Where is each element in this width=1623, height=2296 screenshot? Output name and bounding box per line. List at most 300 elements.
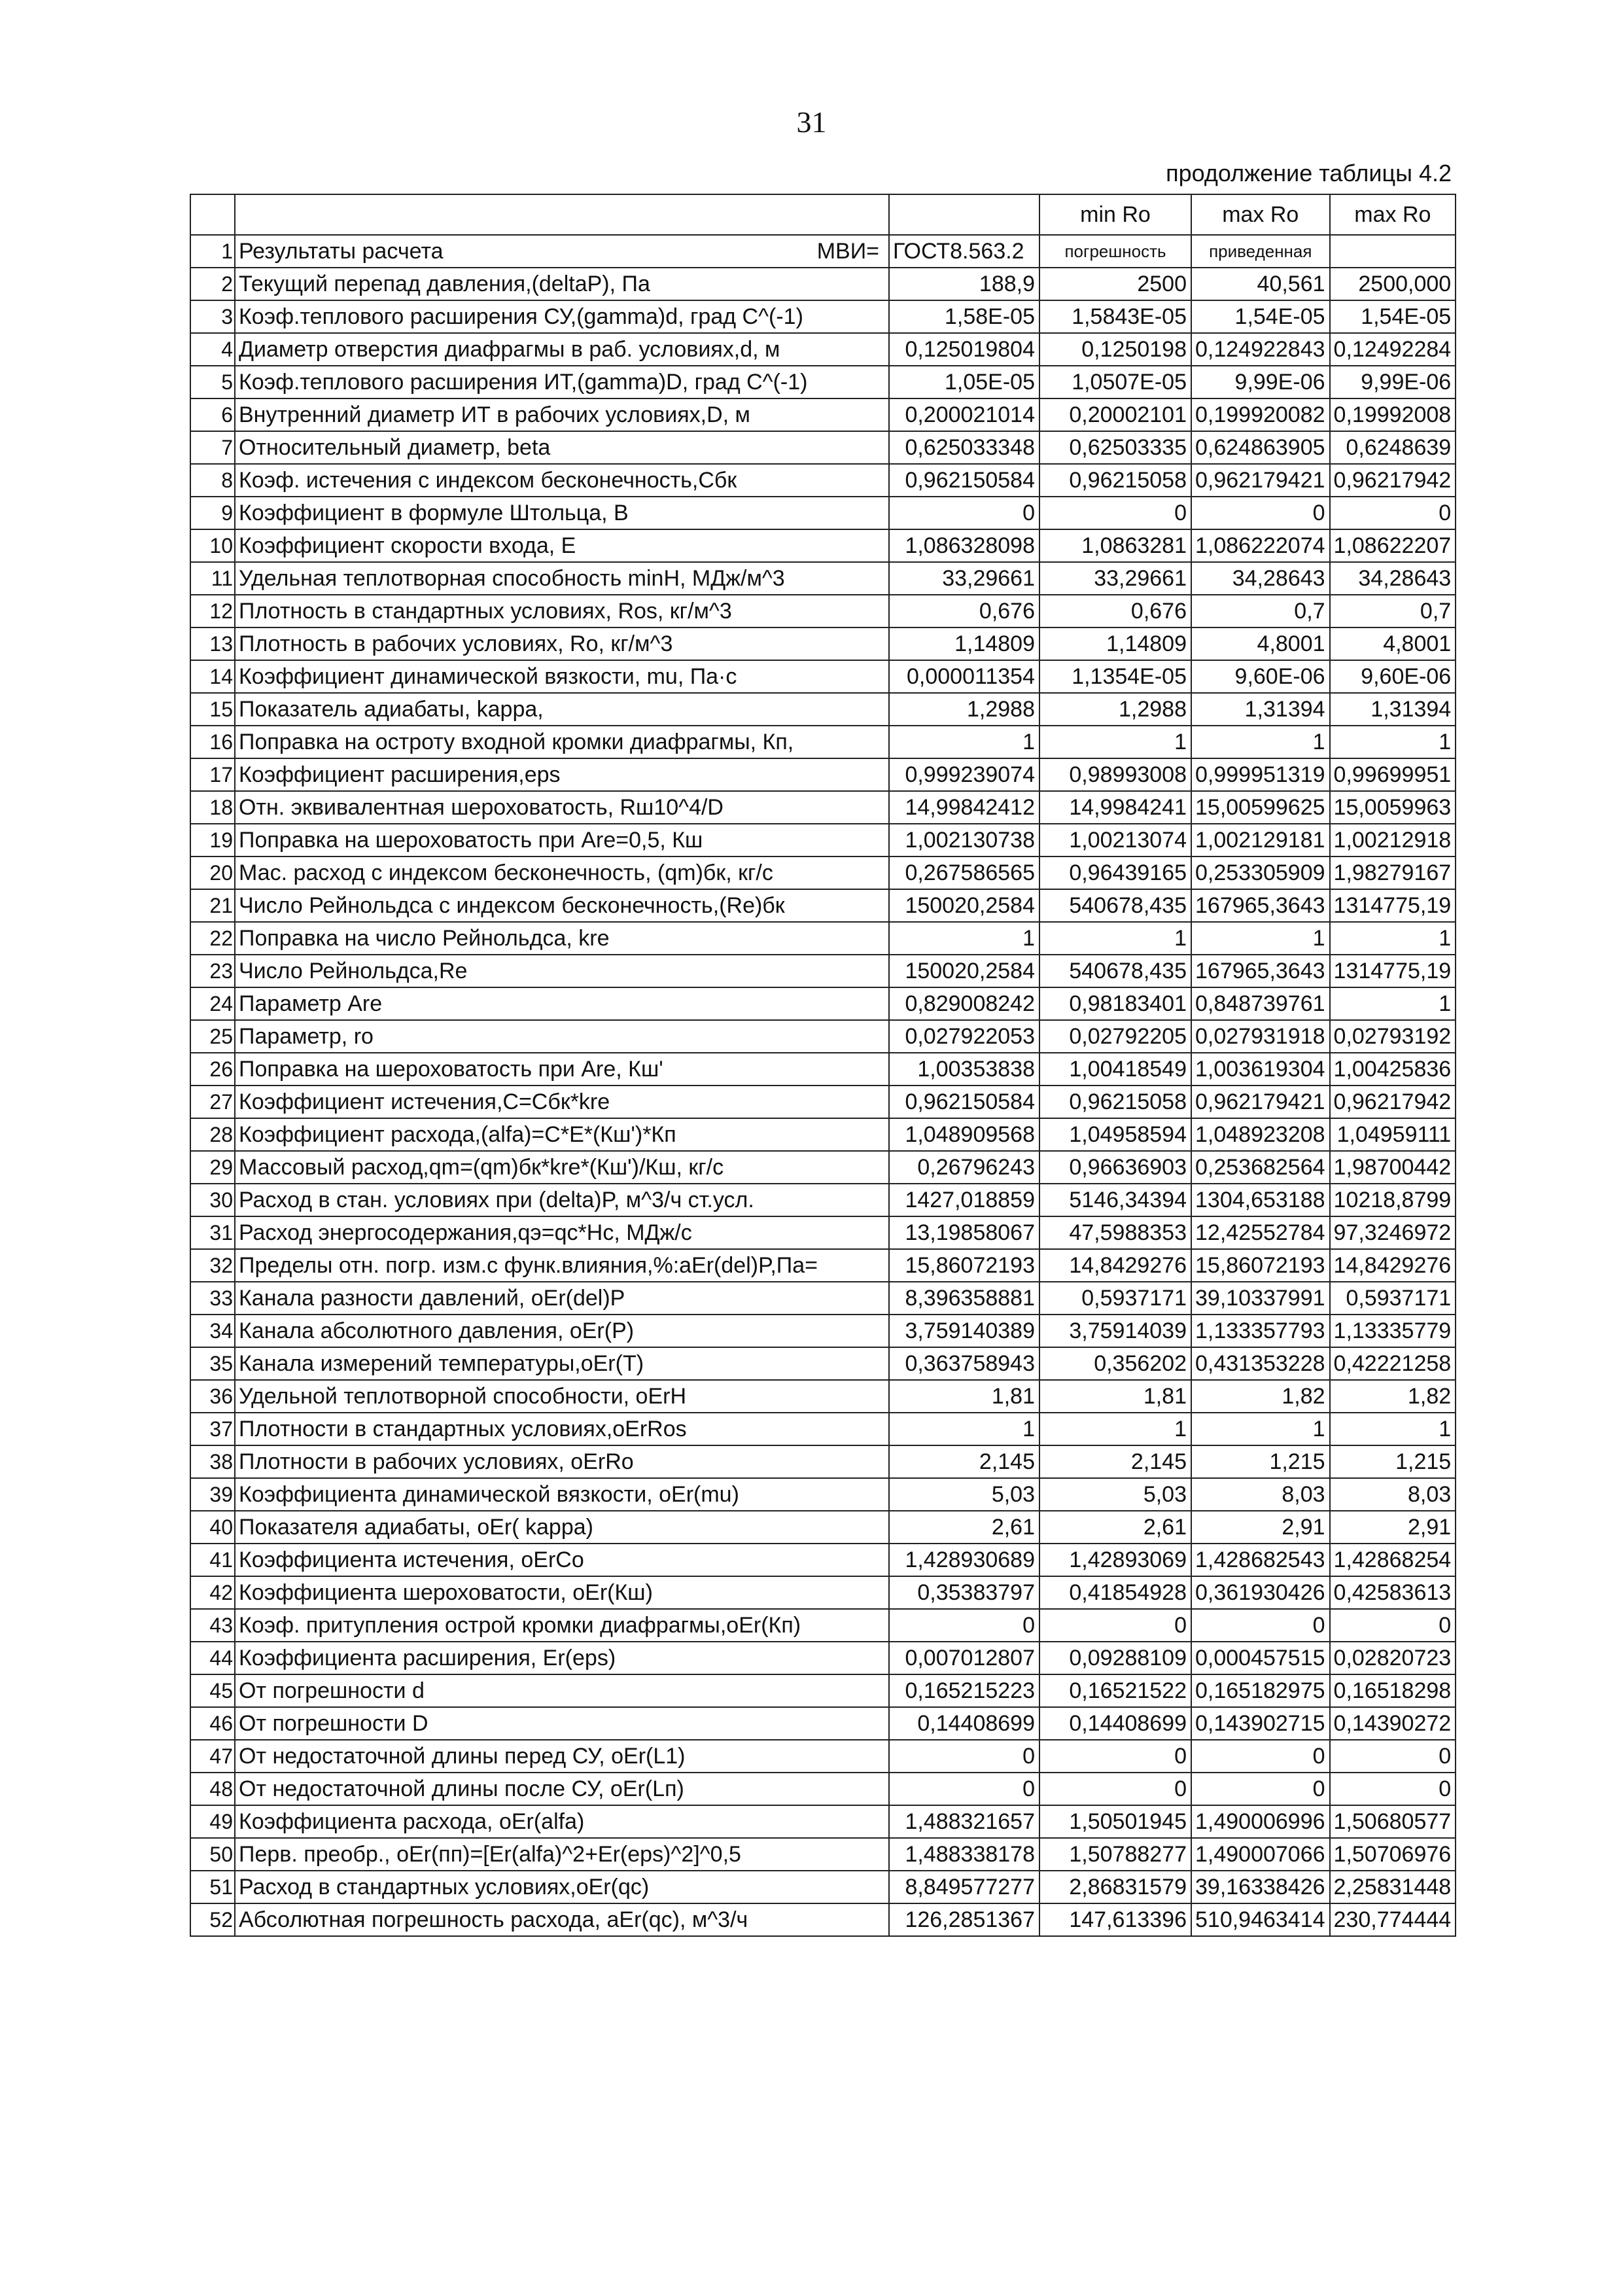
row-label: Расход энергосодержания,qэ=qc*Hc, МДж/с [235,1216,889,1249]
value-cell: 540678,435 [1039,955,1191,987]
row-label: Расход в стандартных условиях,oEr(qc) [235,1871,889,1903]
value-cell: 1,00212918 [1330,824,1456,857]
value-cell: 0 [889,1773,1039,1805]
row-number: 27 [190,1086,235,1118]
value-cell: 0,12492284 [1330,333,1456,366]
value-cell: 0,962150584 [889,464,1039,497]
row-number: 52 [190,1903,235,1936]
value-cell: 5146,34394 [1039,1184,1191,1216]
value-cell: 0 [1191,1609,1330,1642]
row-number: 12 [190,595,235,627]
value-cell: 2,61 [889,1511,1039,1544]
table-row [190,1511,1456,1544]
row-number: 42 [190,1576,235,1609]
value-cell: 0,676 [1039,595,1191,627]
table-row [190,1609,1456,1642]
value-cell: 2,61 [1039,1511,1191,1544]
value-cell: 1,133357793 [1191,1315,1330,1347]
row-number: 46 [190,1707,235,1740]
row-label: Коэффициента расширения, Er(eps) [235,1642,889,1674]
row-number: 16 [190,726,235,758]
value-cell: 1,08622207 [1330,529,1456,562]
value-cell: 0 [1330,497,1456,529]
row-number: 21 [190,889,235,922]
value-cell: 1,54E-05 [1330,300,1456,333]
value-cell: 1,048923208 [1191,1118,1330,1151]
value-cell: 1,490007066 [1191,1838,1330,1871]
value-cell: 1,215 [1330,1445,1456,1478]
value-cell: 1,490006996 [1191,1805,1330,1838]
row-number: 5 [190,366,235,398]
value-cell: 126,2851367 [889,1903,1039,1936]
value-cell: 0,96636903 [1039,1151,1191,1184]
value-cell: 97,3246972 [1330,1216,1456,1249]
value-cell: 0,027922053 [889,1020,1039,1053]
value-cell: 1 [1330,922,1456,955]
value-cell: 0,7 [1330,595,1456,627]
value-cell: 34,28643 [1330,562,1456,595]
row-number: 1 [190,235,235,268]
value-cell: 0,7 [1191,595,1330,627]
table-row [190,1445,1456,1478]
value-cell: 1,00418549 [1039,1053,1191,1086]
row-label: Коэффициента расхода, oEr(alfa) [235,1805,889,1838]
row-label: Коэффициент динамической вязкости, mu, Па·с [235,660,889,693]
value-cell: 0 [1191,497,1330,529]
value-cell: 1,2988 [889,693,1039,726]
value-cell: 40,561 [1191,268,1330,300]
table-row [190,1347,1456,1380]
value-cell: 0 [1330,1609,1456,1642]
value-cell: 0,20002101 [1039,398,1191,431]
value-cell: 1,2988 [1039,693,1191,726]
value-cell: 230,774444 [1330,1903,1456,1936]
value-cell: 8,03 [1330,1478,1456,1511]
value-cell: 0,35383797 [889,1576,1039,1609]
value-cell: 1 [1039,726,1191,758]
row-number: 22 [190,922,235,955]
value-cell: 0,165182975 [1191,1674,1330,1707]
row-label: Удельная теплотворная способность minH, МДж/м^3 [235,562,889,595]
row-number: 47 [190,1740,235,1773]
row-label: Удельной теплотворной способности, oErH [235,1380,889,1413]
value-cell: 0,361930426 [1191,1576,1330,1609]
table-row [190,595,1456,627]
table-row [190,1544,1456,1576]
value-cell: 1,42868254 [1330,1544,1456,1576]
value-cell: 0,848739761 [1191,987,1330,1020]
table-row [190,726,1456,758]
value-cell: 1304,653188 [1191,1184,1330,1216]
table-row [190,1315,1456,1347]
row-number: 36 [190,1380,235,1413]
row-label: Коэффициент скорости входа, E [235,529,889,562]
value-cell: 0,96439165 [1039,857,1191,889]
row-label: Плотность в рабочих условиях, Ro, кг/м^3 [235,627,889,660]
row-label: Относительный диаметр, beta [235,431,889,464]
table-row [190,758,1456,791]
value-cell: 1,0863281 [1039,529,1191,562]
table-row [190,1642,1456,1674]
value-cell: 1,05E-05 [889,366,1039,398]
row-number: 34 [190,1315,235,1347]
value-cell: 15,86072193 [889,1249,1039,1282]
row-number: 2 [190,268,235,300]
value-cell: 9,99E-06 [1330,366,1456,398]
value-cell: 1,81 [889,1380,1039,1413]
row-number: 33 [190,1282,235,1315]
row-number: 31 [190,1216,235,1249]
row-number: 44 [190,1642,235,1674]
value-cell: 0,999951319 [1191,758,1330,791]
row-label: Коэф.теплового расширения ИТ,(gamma)D, град С^(-1) [235,366,889,398]
row-label: От недостаточной длины перед СУ, oEr(L1) [235,1740,889,1773]
value-cell: 4,8001 [1330,627,1456,660]
table-row [190,1053,1456,1086]
value-cell: 3,759140389 [889,1315,1039,1347]
value-cell: 0,98993008 [1039,758,1191,791]
value-cell: 1,31394 [1330,693,1456,726]
header-cell [190,194,235,235]
value-cell: 14,99842412 [889,791,1039,824]
table-row [190,1413,1456,1445]
row-label: Массовый расход,qm=(qm)бк*kre*(Кш')/Кш, кг/с [235,1151,889,1184]
table-row [190,693,1456,726]
value-cell: 1,00353838 [889,1053,1039,1086]
value-cell: 0,356202 [1039,1347,1191,1380]
value-cell: 188,9 [889,268,1039,300]
row-label: Текущий перепад давления,(deltaP), Па [235,268,889,300]
value-cell: 0,962179421 [1191,464,1330,497]
value-cell: 4,8001 [1191,627,1330,660]
table-row [190,1086,1456,1118]
value-cell: 0,14408699 [889,1707,1039,1740]
page-number: 31 [796,105,827,139]
value-cell: 1 [1039,1413,1191,1445]
value-cell: 0,96217942 [1330,464,1456,497]
value-cell: 0,42583613 [1330,1576,1456,1609]
value-cell: 0,829008242 [889,987,1039,1020]
row-label: Коэффициент истечения,C=Cбк*kre [235,1086,889,1118]
header-cell [889,194,1039,235]
value-cell: 1,5843E-05 [1039,300,1191,333]
row-label: Плотности в стандартных условиях,oErRos [235,1413,889,1445]
row-label: Канала абсолютного давления, oEr(P) [235,1315,889,1347]
row-number: 49 [190,1805,235,1838]
row-number: 48 [190,1773,235,1805]
value-cell: 1,215 [1191,1445,1330,1478]
value-cell: 1,002130738 [889,824,1039,857]
results-table-body [190,194,1456,1936]
value-cell: 1 [1191,922,1330,955]
value-cell: 1,50788277 [1039,1838,1191,1871]
row-number: 6 [190,398,235,431]
table-row [190,529,1456,562]
row-label: Мас. расход с индексом бесконечность, (qm)бк, кг/с [235,857,889,889]
table-row [190,987,1456,1020]
table-row [190,1707,1456,1740]
value-cell: 8,396358881 [889,1282,1039,1315]
value-cell: 0 [1039,497,1191,529]
row-number: 40 [190,1511,235,1544]
table-row [190,627,1456,660]
row-number: 38 [190,1445,235,1478]
table-row [190,1805,1456,1838]
row-number: 23 [190,955,235,987]
value-cell: 5,03 [889,1478,1039,1511]
value-cell: 1,31394 [1191,693,1330,726]
value-cell: 1,82 [1191,1380,1330,1413]
value-cell: 2500 [1039,268,1191,300]
value-cell: 15,86072193 [1191,1249,1330,1282]
value-cell: 1314775,19 [1330,955,1456,987]
value-cell: 0 [889,1740,1039,1773]
row-number: 14 [190,660,235,693]
row-label-suffix: МВИ= [816,238,879,264]
value-cell: 1,98279167 [1330,857,1456,889]
value-cell: 33,29661 [889,562,1039,595]
value-cell: 0,96217942 [1330,1086,1456,1118]
value-cell: ГОСТ8.563.2 [889,235,1039,268]
table-row [190,366,1456,398]
value-cell: 10218,8799 [1330,1184,1456,1216]
row-label: Диаметр отверстия диафрагмы в раб. условиях,d, м [235,333,889,366]
row-label: Показателя адиабаты, oEr( kappa) [235,1511,889,1544]
value-cell: 1,98700442 [1330,1151,1456,1184]
table-row [190,889,1456,922]
value-cell: 1 [1330,987,1456,1020]
value-cell: погрешность [1039,235,1191,268]
value-cell: 0,42221258 [1330,1347,1456,1380]
value-cell: 1,488321657 [889,1805,1039,1838]
row-label: Коэффициент расширения,eps [235,758,889,791]
value-cell: 1,086222074 [1191,529,1330,562]
row-label: Поправка на число Рейнольдса, kre [235,922,889,955]
row-number: 3 [190,300,235,333]
row-label: Коэффициент расхода,(alfa)=C*E*(Кш')*Кп [235,1118,889,1151]
row-label: Коэффициента шероховатости, oEr(Кш) [235,1576,889,1609]
value-cell: 0,363758943 [889,1347,1039,1380]
row-label: От погрешности D [235,1707,889,1740]
table-row [190,857,1456,889]
value-cell: 0 [889,497,1039,529]
row-label: Отн. эквивалентная шероховатость, Rш10^4/D [235,791,889,824]
value-cell: 13,19858067 [889,1216,1039,1249]
row-number: 30 [190,1184,235,1216]
value-cell: 1 [889,922,1039,955]
value-cell: 0,96215058 [1039,464,1191,497]
value-cell: 1 [1191,726,1330,758]
row-label: Поправка на шероховатость при Are, Кш' [235,1053,889,1086]
row-number: 28 [190,1118,235,1151]
table-row [190,791,1456,824]
value-cell: 0,124922843 [1191,333,1330,366]
value-cell: 0,624863905 [1191,431,1330,464]
row-number: 37 [190,1413,235,1445]
row-number: 17 [190,758,235,791]
results-table [190,194,1456,1937]
row-label: Коэффициента истечения, oErCo [235,1544,889,1576]
table-row [190,955,1456,987]
row-label: Поправка на остроту входной кромки диафрагмы, Кп, [235,726,889,758]
value-cell: 0,02820723 [1330,1642,1456,1674]
table-row [190,1773,1456,1805]
value-cell: 0,200021014 [889,398,1039,431]
value-cell: 0,5937171 [1330,1282,1456,1315]
table-row [190,660,1456,693]
value-cell: 0,02793192 [1330,1020,1456,1053]
value-cell: 0,962179421 [1191,1086,1330,1118]
value-cell: 8,03 [1191,1478,1330,1511]
table-row [190,398,1456,431]
table-row [190,268,1456,300]
value-cell: 1314775,19 [1330,889,1456,922]
row-number: 9 [190,497,235,529]
value-cell: 1427,018859 [889,1184,1039,1216]
value-cell: 5,03 [1039,1478,1191,1511]
value-cell: 0,16518298 [1330,1674,1456,1707]
value-cell: 14,8429276 [1039,1249,1191,1282]
table-row [190,300,1456,333]
value-cell: 0,253682564 [1191,1151,1330,1184]
row-number: 51 [190,1871,235,1903]
value-cell: 1,04959111 [1330,1118,1456,1151]
table-row [190,1903,1456,1936]
value-cell: 39,10337991 [1191,1282,1330,1315]
table-row [190,464,1456,497]
value-cell: 15,00599625 [1191,791,1330,824]
value-cell: 0,96215058 [1039,1086,1191,1118]
value-cell: 1,00425836 [1330,1053,1456,1086]
table-row [190,1184,1456,1216]
table-row [190,1674,1456,1707]
value-cell: 0,625033348 [889,431,1039,464]
value-cell: 0 [889,1609,1039,1642]
value-cell: 1,00213074 [1039,824,1191,857]
row-label: Пределы отн. погр. изм.с функ.влияния,%:aEr(del)P,Па= [235,1249,889,1282]
row-number: 15 [190,693,235,726]
table-header-row [190,194,1456,235]
row-number: 11 [190,562,235,595]
value-cell: 1,13335779 [1330,1315,1456,1347]
value-cell: 9,60E-06 [1191,660,1330,693]
table-row [190,1020,1456,1053]
value-cell: 147,613396 [1039,1903,1191,1936]
row-number: 41 [190,1544,235,1576]
value-cell: 1,428930689 [889,1544,1039,1576]
table-row [190,333,1456,366]
value-cell: 0,000011354 [889,660,1039,693]
value-cell: 2,145 [889,1445,1039,1478]
value-cell: 1,1354E-05 [1039,660,1191,693]
value-cell: 47,5988353 [1039,1216,1191,1249]
value-cell: 0,14390272 [1330,1707,1456,1740]
row-label: Коэффициент в формуле Штольца, B [235,497,889,529]
row-number: 13 [190,627,235,660]
value-cell: 0,253305909 [1191,857,1330,889]
value-cell: 3,75914039 [1039,1315,1191,1347]
value-cell: 1,428682543 [1191,1544,1330,1576]
value-cell: 1,81 [1039,1380,1191,1413]
value-cell: 167965,3643 [1191,955,1330,987]
value-cell: 0,6248639 [1330,431,1456,464]
value-cell: 0,62503335 [1039,431,1191,464]
value-cell: 0 [1330,1773,1456,1805]
value-cell: 0 [1191,1773,1330,1805]
row-label: Число Рейнольдса с индексом бесконечность,(Re)бк [235,889,889,922]
row-label: Коэффициента динамической вязкости, oEr(mu) [235,1478,889,1511]
value-cell: 1,14809 [1039,627,1191,660]
row-number: 29 [190,1151,235,1184]
row-number: 24 [190,987,235,1020]
value-cell: 34,28643 [1191,562,1330,595]
value-cell: 0 [1330,1740,1456,1773]
row-number: 43 [190,1609,235,1642]
row-label: От недостаточной длины после СУ, oEr(Lп) [235,1773,889,1805]
value-cell: 9,99E-06 [1191,366,1330,398]
table-row [190,1282,1456,1315]
value-cell: 0,027931918 [1191,1020,1330,1053]
row-label: Поправка на шероховатость при Are=0,5, Кш [235,824,889,857]
value-cell: 1,42893069 [1039,1544,1191,1576]
value-cell: 0,676 [889,595,1039,627]
value-cell: 2,145 [1039,1445,1191,1478]
value-cell: 1,82 [1330,1380,1456,1413]
table-row [190,1478,1456,1511]
value-cell: 1 [889,1413,1039,1445]
value-cell: 1,04958594 [1039,1118,1191,1151]
header-cell [235,194,889,235]
table-row [190,1871,1456,1903]
row-number: 35 [190,1347,235,1380]
value-cell: 1,002129181 [1191,824,1330,857]
row-number: 39 [190,1478,235,1511]
row-number: 4 [190,333,235,366]
value-cell: 0,165215223 [889,1674,1039,1707]
value-cell: приведенная [1191,235,1330,268]
value-cell: 0,99699951 [1330,758,1456,791]
value-cell: 0,5937171 [1039,1282,1191,1315]
row-label: Расход в стан. условиях при (delta)P, м^3/ч ст.усл. [235,1184,889,1216]
row-label: Абсолютная погрешность расхода, aEr(qc), м^3/ч [235,1903,889,1936]
value-cell: 1,086328098 [889,529,1039,562]
value-cell: 0,1250198 [1039,333,1191,366]
value-cell: 33,29661 [1039,562,1191,595]
table-row [190,1838,1456,1871]
row-label: Канала разности давлений, oEr(del)P [235,1282,889,1315]
value-cell: 0,143902715 [1191,1707,1330,1740]
row-number: 50 [190,1838,235,1871]
row-label: Внутренний диаметр ИТ в рабочих условиях,D, м [235,398,889,431]
value-cell: 14,8429276 [1330,1249,1456,1282]
row-number: 8 [190,464,235,497]
row-number: 45 [190,1674,235,1707]
row-number: 25 [190,1020,235,1053]
value-cell: 0,267586565 [889,857,1039,889]
value-cell: 0,14408699 [1039,1707,1191,1740]
value-cell: 0,999239074 [889,758,1039,791]
value-cell: 9,60E-06 [1330,660,1456,693]
row-label: Результаты расчета [239,238,444,264]
value-cell: 0,000457515 [1191,1642,1330,1674]
header-cell-min-ro: min Ro [1039,194,1191,235]
value-cell: 1,488338178 [889,1838,1039,1871]
row-label: Параметр, ro [235,1020,889,1053]
value-cell: 2500,000 [1330,268,1456,300]
row-label: Канала измерений температуры,oEr(T) [235,1347,889,1380]
value-cell: 1,50706976 [1330,1838,1456,1871]
row-label: Показатель адиабаты, kappa, [235,693,889,726]
